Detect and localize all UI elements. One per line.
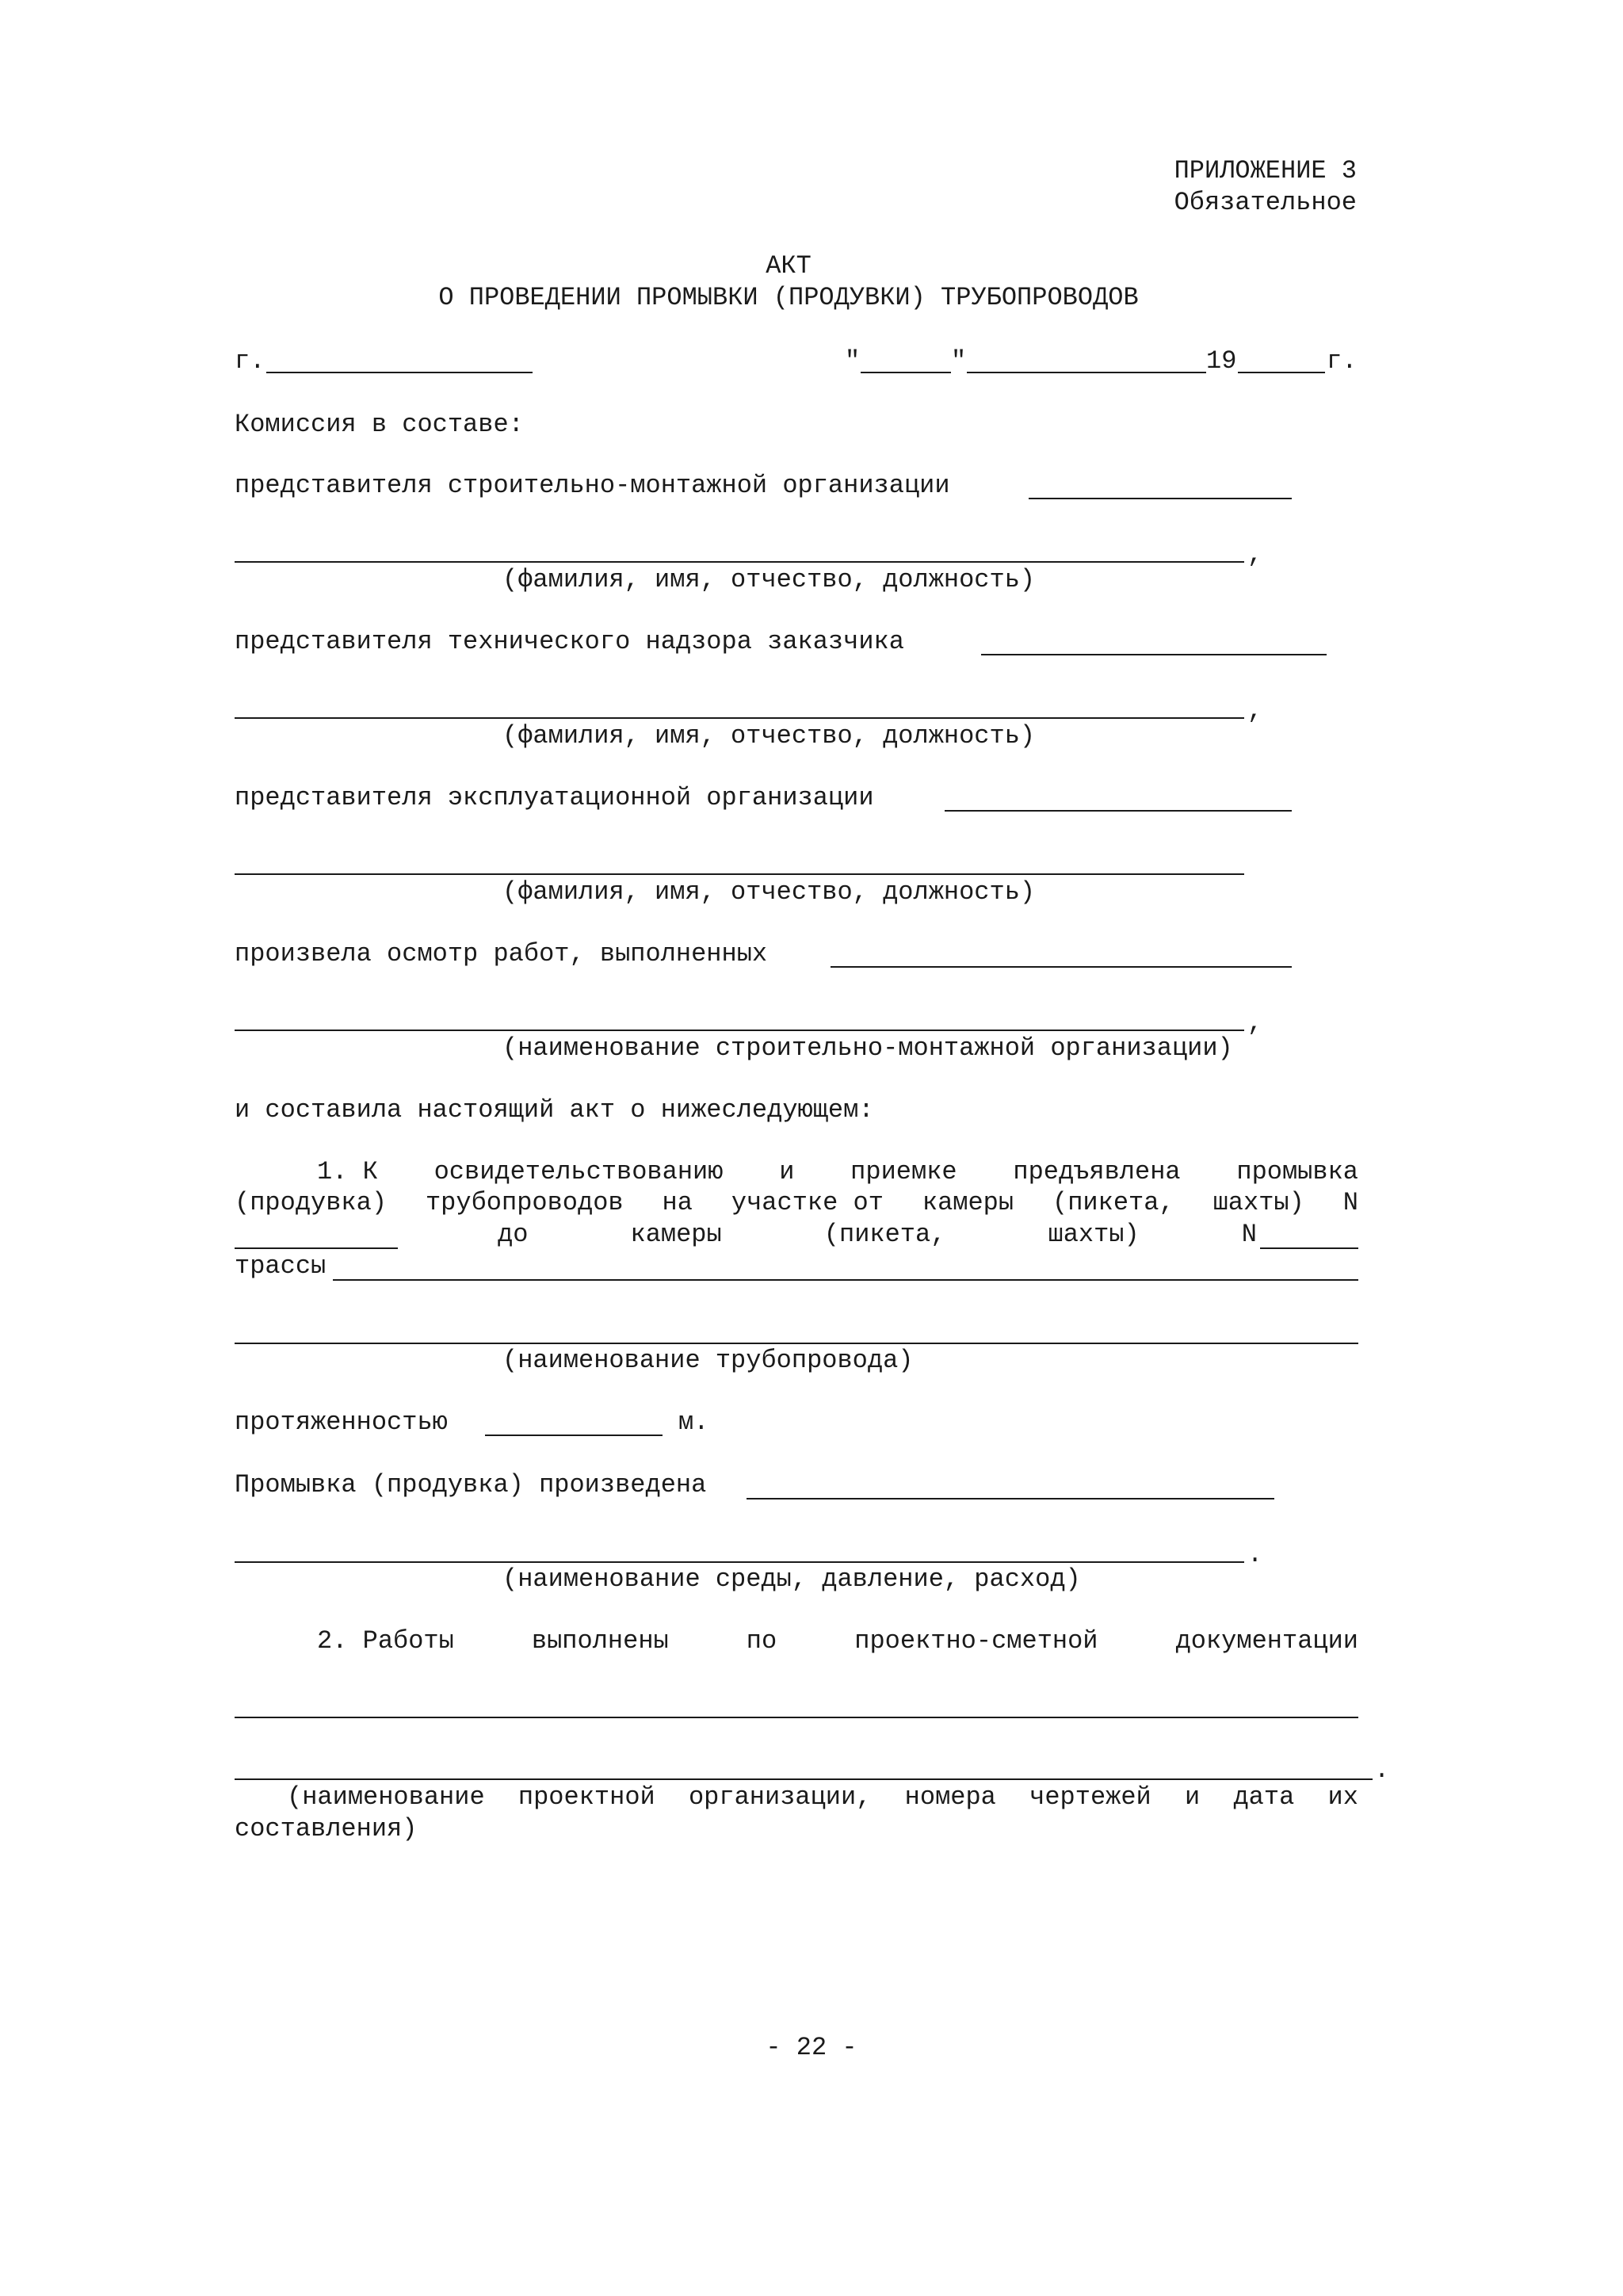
item1-word: освидетельствованию: [433, 1157, 724, 1186]
rep-operation-name-field[interactable]: [235, 873, 1244, 875]
rep-construction-name-field[interactable]: [235, 561, 1244, 563]
item1-word: участке от: [731, 1188, 884, 1217]
inspection-org-field[interactable]: [831, 966, 1292, 968]
month-field[interactable]: [967, 372, 1206, 373]
item2-hint-word: проектной: [517, 1782, 655, 1812]
rep-construction-label: представителя строительно-монтажной организации: [235, 471, 950, 500]
appendix-status: Обязательное: [1174, 188, 1357, 217]
item1-word: шахты): [1048, 1220, 1140, 1249]
org-hint: (наименование строительно-монтажной организации): [502, 1033, 1233, 1063]
period: .: [1247, 1540, 1263, 1569]
length-label: протяженностью: [235, 1408, 448, 1437]
inspection-org-field-2[interactable]: [235, 1030, 1244, 1031]
item1-word: на: [662, 1188, 693, 1217]
name-hint: (фамилия, имя, отчество, должность): [502, 565, 1036, 594]
comma: ,: [1247, 1008, 1263, 1037]
item1-word: предъявлена: [1013, 1157, 1181, 1186]
date-quote-open: ": [845, 346, 861, 376]
item2-word: выполнены: [531, 1626, 669, 1656]
comma: ,: [1247, 540, 1263, 569]
pipeline-field[interactable]: [235, 1343, 1358, 1344]
flush-label: Промывка (продувка) произведена: [235, 1470, 707, 1499]
item2-hint-word: их: [1327, 1782, 1358, 1812]
item2-hint-word: (наименование: [287, 1782, 485, 1812]
length-field[interactable]: [485, 1435, 663, 1436]
length-unit: м.: [678, 1408, 709, 1437]
medium-field[interactable]: [235, 1561, 1244, 1563]
appendix-label: ПРИЛОЖЕНИЕ 3: [1174, 156, 1357, 185]
item1-line3: [498, 1219, 1257, 1251]
item1-word: (пикета,: [823, 1220, 946, 1249]
document-subtitle: О ПРОВЕДЕНИИ ПРОМЫВКИ (ПРОДУВКИ) ТРУБОПРОВОДОВ: [438, 283, 1139, 312]
item2-word: документации: [1175, 1626, 1358, 1656]
commission-intro: Комиссия в составе:: [235, 410, 524, 439]
item2-hint-word: чертежей: [1029, 1782, 1151, 1812]
item2-hint-word: номера: [904, 1782, 996, 1812]
from-chamber-field[interactable]: [235, 1247, 398, 1249]
item1-word: шахты): [1212, 1188, 1304, 1217]
flush-field[interactable]: [747, 1498, 1274, 1499]
item1-word: (продувка): [235, 1188, 388, 1217]
name-hint: (фамилия, имя, отчество, должность): [502, 721, 1036, 751]
rep-technical-label: представителя технического надзора заказчика: [235, 627, 904, 656]
item1-word: камеры: [922, 1188, 1014, 1217]
item2-hint-word: организации,: [688, 1782, 872, 1812]
project-doc-field-2[interactable]: [235, 1778, 1373, 1780]
item2-word: 2. Работы: [317, 1626, 454, 1656]
pipeline-hint: (наименование трубопровода): [502, 1346, 914, 1375]
item1-word: N: [1241, 1220, 1257, 1249]
city-prefix: г.: [235, 346, 265, 376]
item2-hint-line: [287, 1782, 1358, 1813]
item2-hint-word: и: [1185, 1782, 1201, 1812]
compiled-statement: и составила настоящий акт о нижеследующем:: [235, 1095, 874, 1125]
year-suffix: г.: [1327, 346, 1358, 376]
item1-word: приемке: [850, 1157, 957, 1186]
item1-line1: [317, 1156, 1358, 1188]
period: .: [1374, 1755, 1390, 1785]
city-field[interactable]: [266, 372, 533, 373]
day-field[interactable]: [861, 372, 951, 373]
item2-hint-line2: составления): [235, 1814, 418, 1843]
route-label: трассы: [235, 1251, 327, 1281]
rep-technical-org-field[interactable]: [981, 654, 1327, 655]
name-hint: (фамилия, имя, отчество, должность): [502, 877, 1036, 907]
year-field[interactable]: [1238, 372, 1325, 373]
item2-hint-word: дата: [1233, 1782, 1295, 1812]
item2-word: проектно-сметной: [854, 1626, 1098, 1656]
rep-technical-name-field[interactable]: [235, 717, 1244, 719]
to-chamber-field[interactable]: [1260, 1247, 1358, 1249]
rep-construction-org-field[interactable]: [1029, 498, 1292, 499]
item1-word: 1. К: [317, 1157, 378, 1186]
document-title: АКТ: [766, 251, 812, 281]
item1-line2: [235, 1187, 1358, 1219]
item2-word: по: [746, 1626, 777, 1656]
medium-hint: (наименование среды, давление, расход): [502, 1564, 1081, 1594]
comma: ,: [1247, 696, 1263, 725]
inspection-label: произвела осмотр работ, выполненных: [235, 939, 768, 968]
item1-word: до: [498, 1220, 529, 1249]
item1-word: трубопроводов: [425, 1188, 624, 1217]
item1-word: N: [1342, 1188, 1358, 1217]
item2-line: [317, 1626, 1358, 1657]
rep-operation-org-field[interactable]: [945, 810, 1292, 812]
project-doc-field[interactable]: [235, 1717, 1358, 1718]
date-quote-close: ": [951, 346, 967, 376]
item1-word: и: [779, 1157, 795, 1186]
item1-word: камеры: [630, 1220, 722, 1249]
page-number: - 22 -: [766, 2033, 857, 2062]
item1-word: промывка: [1236, 1157, 1358, 1186]
rep-operation-label: представителя эксплуатационной организации: [235, 783, 874, 812]
route-field[interactable]: [333, 1279, 1358, 1281]
year-prefix: 19: [1206, 346, 1237, 376]
item1-word: (пикета,: [1052, 1188, 1174, 1217]
